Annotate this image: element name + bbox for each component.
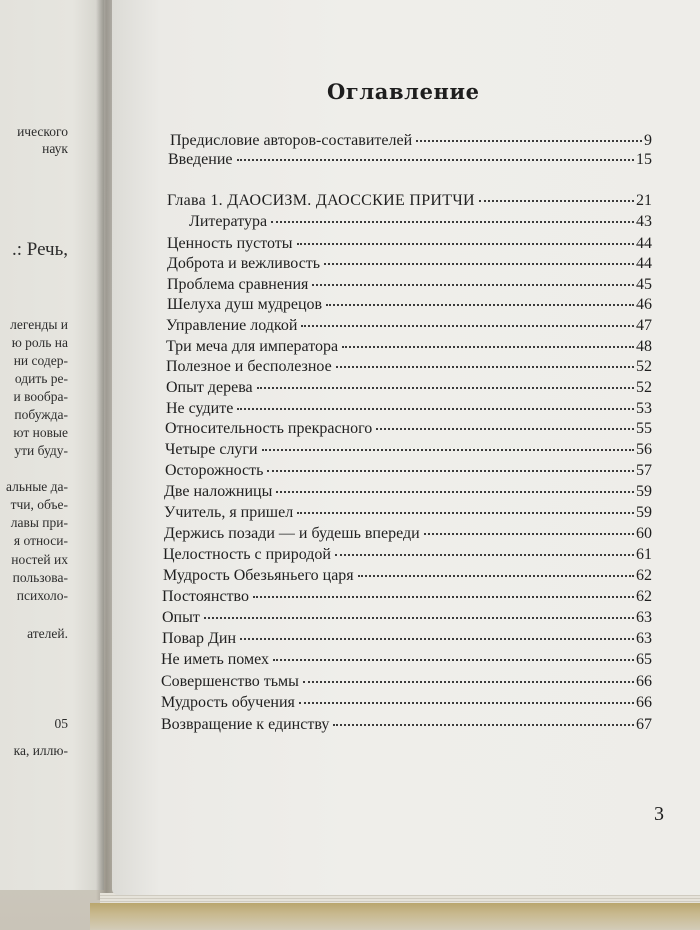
dot-leader (267, 469, 634, 472)
dot-leader (237, 407, 634, 410)
toc-entry-title: Мудрость Обезьяньего царя (163, 567, 354, 584)
toc-entry-title: Опыт (162, 609, 200, 626)
toc-entry-title: Управление лодкой (166, 317, 298, 334)
toc-entry-page: 63 (636, 609, 652, 626)
toc-entry (166, 400, 652, 420)
toc-entry-title: Доброта и вежливость (167, 255, 321, 272)
dot-leader (333, 723, 634, 726)
dot-leader (297, 511, 634, 514)
toc-entry-title: Повар Дин (162, 630, 237, 647)
dot-leader (297, 242, 634, 245)
toc-entry-title: Совершенство тьмы (161, 673, 299, 690)
previous-page-text-line: ути буду- (14, 443, 68, 458)
dot-leader (416, 139, 642, 142)
dot-leader (299, 701, 634, 704)
dot-leader (271, 220, 634, 223)
toc-entry (166, 379, 652, 399)
page-number: 3 (654, 803, 664, 825)
toc-entry-title: Проблема сравнения (167, 276, 309, 293)
toc-entry (168, 151, 652, 171)
previous-page-text-line: ю роль на (11, 335, 68, 350)
toc-entry (165, 441, 652, 461)
dot-leader (312, 283, 634, 286)
dot-leader (204, 616, 634, 619)
toc-entry-page: 47 (636, 317, 652, 334)
toc-entry (164, 483, 652, 503)
dot-leader (335, 553, 634, 556)
dot-leader (358, 574, 634, 577)
dot-leader (301, 324, 634, 327)
previous-page-text-line: одить ре- (14, 371, 68, 386)
toc-entry-title: Ценность пустоты (167, 235, 293, 252)
toc-entry-title: Введение (168, 151, 233, 168)
dot-leader (303, 680, 634, 683)
toc-entry (161, 716, 652, 736)
toc-entry (166, 317, 652, 337)
page-title: Оглавление (327, 79, 480, 104)
toc-entry (161, 651, 652, 671)
toc-entry-title: Относительность прекрасного (165, 420, 373, 437)
toc-entry-page: 66 (636, 673, 652, 690)
toc-entry-page: 60 (636, 525, 652, 542)
toc-entry-page: 44 (636, 235, 652, 252)
dot-leader (342, 345, 634, 348)
previous-page-text-line: тчи, объе- (10, 497, 68, 512)
toc-entry-title: Полезное и бесполезное (166, 358, 332, 375)
toc-entry (165, 420, 652, 440)
dot-leader (240, 637, 634, 640)
toc-entry-page: 59 (636, 504, 652, 521)
toc-entry (167, 255, 652, 275)
toc-entry-page: 59 (636, 483, 652, 500)
toc-entry-title: Шелуха душ мудрецов (167, 296, 323, 313)
previous-page-text-line: ка, иллю- (13, 743, 68, 758)
toc-entry-page: 55 (636, 420, 652, 437)
toc-entry (164, 525, 652, 545)
previous-page-text-line: ни содер- (13, 353, 68, 368)
toc-entry-title: Учитель, я пришел (164, 504, 294, 521)
toc-entry-title: Глава 1. ДАОСИЗМ. ДАОССКИЕ ПРИТЧИ (167, 192, 475, 209)
toc-entry (164, 504, 652, 524)
toc-entry (165, 462, 652, 482)
previous-page-text-line: психоло- (16, 588, 68, 603)
toc-entry-title: Две наложницы (164, 483, 273, 500)
toc-entry-page: 45 (636, 276, 652, 293)
dot-leader (376, 427, 634, 430)
toc-entry (161, 694, 652, 714)
previous-page-text-line: альные да- (5, 479, 68, 494)
dot-leader (273, 658, 634, 661)
toc-entry (170, 132, 652, 152)
previous-page-text-line: побужда- (14, 407, 68, 422)
toc-entry (166, 358, 652, 378)
toc-entry (166, 338, 652, 358)
toc-entry-page: 66 (636, 694, 652, 711)
previous-page-text-line: легенды и (10, 317, 68, 332)
dot-leader (253, 595, 634, 598)
toc-entry (167, 192, 652, 212)
toc-entry-page: 57 (636, 462, 652, 479)
toc-entry-page: 53 (636, 400, 652, 417)
dot-leader (257, 386, 634, 389)
dot-leader (276, 490, 634, 493)
toc-entry-page: 61 (636, 546, 652, 563)
toc-entry (167, 235, 652, 255)
toc-entry-title: Опыт дерева (166, 379, 253, 396)
toc-entry-title: Мудрость обучения (161, 694, 295, 711)
toc-entry-title: Не иметь помех (161, 651, 270, 668)
toc-entry-page: 44 (636, 255, 652, 272)
toc-entry (167, 276, 652, 296)
toc-entry-page: 52 (636, 358, 652, 375)
dot-leader (424, 532, 634, 535)
previous-page-text-line: ностей их (11, 552, 68, 567)
toc-entry-page: 65 (636, 651, 652, 668)
toc-entry (189, 213, 652, 233)
previous-page-text-line: я относи- (13, 533, 68, 548)
previous-page-text-line: лавы при- (10, 515, 68, 530)
dot-leader (237, 158, 635, 161)
toc-entry (162, 630, 652, 650)
toc-entry-page: 63 (636, 630, 652, 647)
toc-entry-page: 43 (636, 213, 652, 230)
previous-page-text-line: и вообра- (13, 389, 68, 404)
toc-entry (162, 588, 652, 608)
toc-entry-title: Четыре слуги (165, 441, 258, 458)
dot-leader (336, 365, 634, 368)
toc-entry-title: Возвращение к единству (161, 716, 330, 733)
previous-page-text-line: ют новые (13, 425, 68, 440)
toc-entry-page: 46 (636, 296, 652, 313)
toc-entry-title: Держись позади — и будешь впереди (164, 525, 420, 542)
toc-entry-page: 67 (636, 716, 652, 733)
toc-entry-title: Литература (189, 213, 268, 230)
toc-entry-title: Три меча для императора (166, 338, 339, 355)
toc-entry-title: Осторожность (165, 462, 264, 479)
dot-leader (479, 199, 634, 202)
toc-entry-title: Не судите (166, 400, 234, 417)
toc-entry-title: Постоянство (162, 588, 249, 605)
toc-entry-page: 62 (636, 567, 652, 584)
dot-leader (324, 262, 634, 265)
previous-page-text-line: ателей. (27, 626, 68, 641)
toc-entry-page: 62 (636, 588, 652, 605)
dot-leader (262, 448, 634, 451)
toc-entry-page: 48 (636, 338, 652, 355)
previous-page-text-line: ического (17, 124, 68, 139)
dot-leader (326, 303, 634, 306)
toc-entry (163, 546, 652, 566)
toc-entry (163, 567, 652, 587)
previous-page-text-line: 05 (54, 716, 68, 731)
toc-entry-title: Предисловие авторов-составителей (170, 132, 413, 149)
previous-page-text-line: наук (42, 141, 68, 156)
toc-entry (162, 609, 652, 629)
toc-entry-title: Целостность с природой (163, 546, 331, 563)
previous-page-text-line: пользова- (12, 570, 68, 585)
toc-entry (167, 296, 652, 316)
toc-entry-page: 21 (636, 192, 652, 209)
toc-entry (161, 673, 652, 693)
previous-page-text-line: .: Речь, (11, 239, 68, 260)
toc-entry-page: 52 (636, 379, 652, 396)
toc-entry-page: 9 (644, 132, 652, 149)
toc-entry-page: 56 (636, 441, 652, 458)
toc-entry-page: 15 (636, 151, 652, 168)
